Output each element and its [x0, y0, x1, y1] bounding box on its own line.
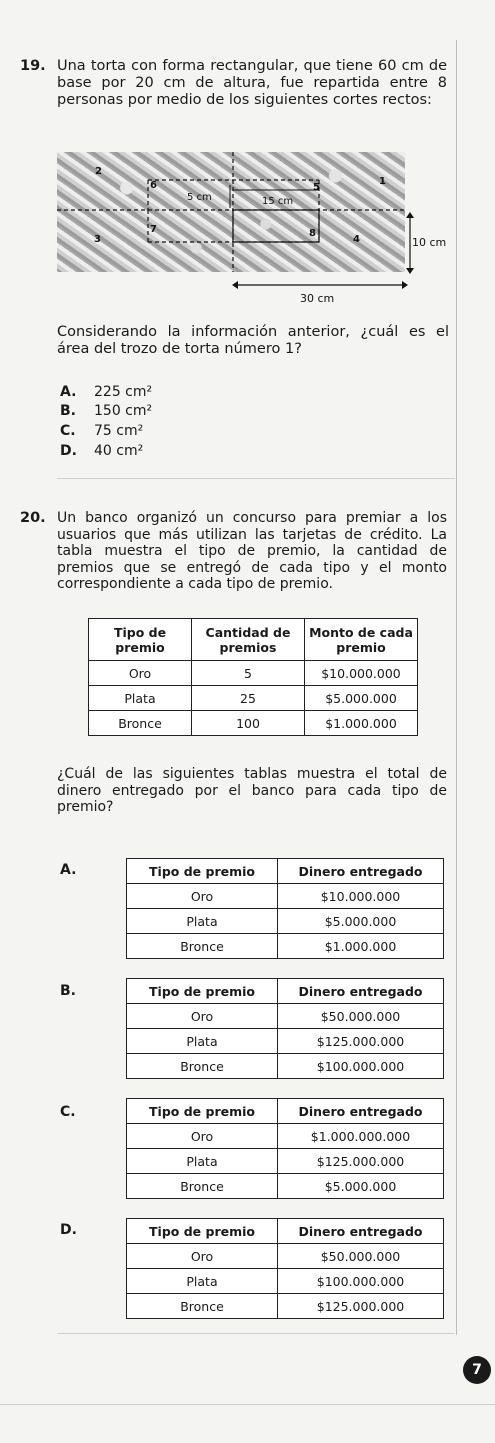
table-cell: $5.000.000	[305, 686, 418, 711]
cake-cuts	[57, 152, 405, 272]
option-letter: C.	[60, 423, 76, 439]
table-cell: $5.000.000	[278, 909, 444, 934]
table-row	[127, 1244, 444, 1269]
q20-text: Un banco organizó un concurso para premiar a los usuarios que más utilizan las tarjetas de crédito. La tabla muestra el tipo de premio, la cantidad de premios que se entregó de cada tipo y el monto correspondiente a cada tipo de premio.	[57, 510, 447, 592]
table-cell: $5.000.000	[278, 1174, 444, 1199]
piece-label: 7	[150, 224, 157, 235]
table-cell: $100.000.000	[278, 1054, 444, 1079]
margin-line	[456, 40, 457, 1335]
dim-10cm: 10 cm	[412, 236, 447, 249]
prize-table	[88, 618, 418, 736]
table-cell: Oro	[89, 661, 192, 686]
q20-option-b-letter[interactable]: B.	[60, 983, 76, 999]
table-row	[127, 1149, 444, 1174]
option-value: 150 cm²	[94, 403, 153, 419]
option-letter: B.	[60, 403, 76, 419]
option-value: 75 cm²	[94, 423, 144, 439]
table-cell: $125.000.000	[278, 1029, 444, 1054]
dim-15cm: 15 cm	[262, 196, 294, 207]
piece-label: 6	[150, 180, 157, 191]
q20-option-c-table[interactable]	[126, 1098, 444, 1199]
option-value: 40 cm²	[94, 443, 144, 459]
table-row	[127, 1004, 444, 1029]
table-cell: Plata	[127, 1149, 278, 1174]
table-cell: 5	[192, 661, 305, 686]
table-cell: Bronce	[127, 934, 278, 959]
table-cell: Bronce	[127, 1294, 278, 1319]
table-cell: $50.000.000	[278, 1004, 444, 1029]
q20-option-a-letter[interactable]: A.	[60, 862, 77, 878]
q20-option-b-table[interactable]	[126, 978, 444, 1079]
q20-option-d-letter[interactable]: D.	[60, 1222, 77, 1238]
q19-option-c[interactable]	[60, 423, 143, 439]
table-header: Dinero entregado	[278, 1099, 444, 1124]
table-cell: 100	[192, 711, 305, 736]
piece-label: 2	[95, 166, 102, 177]
table-row	[127, 1054, 444, 1079]
table-row	[89, 711, 418, 736]
table-header: Tipo de premio	[127, 859, 278, 884]
q20-option-d-table[interactable]	[126, 1218, 444, 1319]
table-cell: Oro	[127, 884, 278, 909]
cake-figure	[57, 152, 405, 272]
table-header: Tipo de premio	[89, 619, 192, 661]
page-number: 7	[463, 1356, 491, 1384]
q19-number: 19.	[20, 58, 46, 74]
table-header: Monto de cada premio	[305, 619, 418, 661]
table-row	[127, 909, 444, 934]
piece-label: 3	[94, 234, 101, 245]
q20-question: ¿Cuál de las siguientes tablas muestra el total de dinero entregado por el banco para cada tipo de premio?	[57, 766, 447, 815]
table-row	[89, 661, 418, 686]
option-value: 225 cm²	[94, 384, 153, 400]
table-row	[127, 1124, 444, 1149]
q20-option-a-table[interactable]	[126, 858, 444, 959]
piece-label: 5	[313, 182, 320, 193]
table-cell: $1.000.000.000	[278, 1124, 444, 1149]
table-cell: Plata	[89, 686, 192, 711]
table-row	[127, 1269, 444, 1294]
table-cell: Plata	[127, 1269, 278, 1294]
table-header: Cantidad de premios	[192, 619, 305, 661]
table-row	[127, 1029, 444, 1054]
divider	[57, 1333, 455, 1334]
q20-number: 20.	[20, 510, 46, 526]
q19-question: Considerando la información anterior, ¿cuál es el área del trozo de torta número 1?	[57, 324, 449, 357]
q19-option-a[interactable]	[60, 384, 152, 400]
q19-option-d[interactable]	[60, 443, 143, 459]
table-cell: $10.000.000	[278, 884, 444, 909]
divider	[57, 478, 455, 479]
table-cell: $10.000.000	[305, 661, 418, 686]
table-row	[127, 1294, 444, 1319]
dim-5cm: 5 cm	[187, 192, 212, 203]
arrow-30cm	[232, 280, 408, 290]
table-header: Dinero entregado	[278, 979, 444, 1004]
table-cell: 25	[192, 686, 305, 711]
table-cell: $1.000.000	[305, 711, 418, 736]
piece-label: 8	[309, 228, 316, 239]
table-header: Tipo de premio	[127, 1099, 278, 1124]
table-cell: $100.000.000	[278, 1269, 444, 1294]
table-header: Tipo de premio	[127, 1219, 278, 1244]
table-row	[127, 934, 444, 959]
table-row	[127, 1174, 444, 1199]
table-cell: Bronce	[89, 711, 192, 736]
table-row	[89, 686, 418, 711]
table-cell: Plata	[127, 909, 278, 934]
table-row	[127, 884, 444, 909]
q19-text: Una torta con forma rectangular, que tiene 60 cm de base por 20 cm de altura, fue repartida entre 8 personas por medio de los siguientes cortes rectos:	[57, 58, 447, 108]
dim-30cm: 30 cm	[300, 292, 335, 305]
table-cell: Plata	[127, 1029, 278, 1054]
table-cell: Oro	[127, 1124, 278, 1149]
table-cell: Oro	[127, 1244, 278, 1269]
option-letter: A.	[60, 384, 77, 400]
table-header: Tipo de premio	[127, 979, 278, 1004]
q19-option-b[interactable]	[60, 403, 152, 419]
table-cell: $50.000.000	[278, 1244, 444, 1269]
table-cell: Bronce	[127, 1174, 278, 1199]
table-header: Dinero entregado	[278, 1219, 444, 1244]
bottom-divider	[0, 1404, 495, 1405]
table-cell: $125.000.000	[278, 1294, 444, 1319]
piece-label: 1	[379, 176, 386, 187]
table-cell: $125.000.000	[278, 1149, 444, 1174]
piece-label: 4	[353, 234, 360, 245]
option-letter: D.	[60, 443, 77, 459]
table-cell: $1.000.000	[278, 934, 444, 959]
q20-option-c-letter[interactable]: C.	[60, 1104, 76, 1120]
table-cell: Oro	[127, 1004, 278, 1029]
table-header: Dinero entregado	[278, 859, 444, 884]
table-cell: Bronce	[127, 1054, 278, 1079]
